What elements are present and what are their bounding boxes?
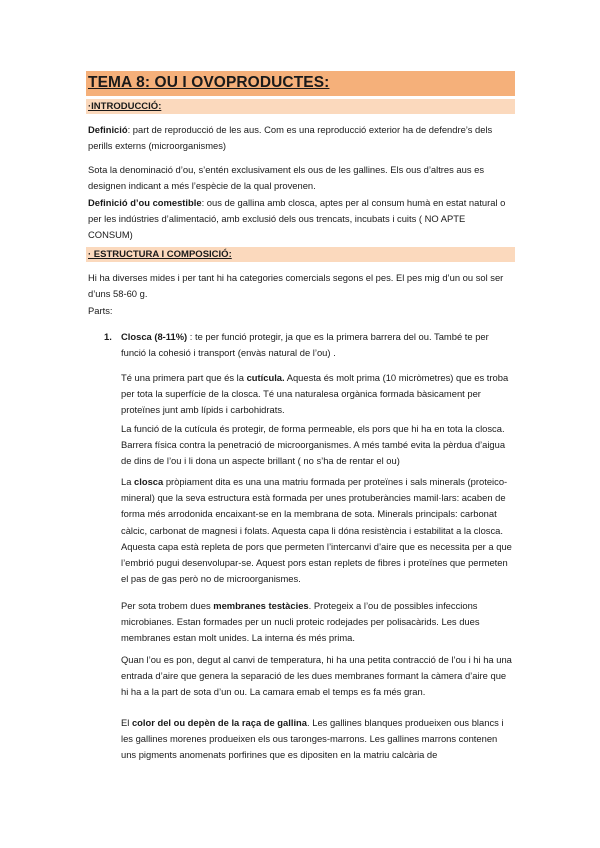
closca-intro-text: : te per funció protegir, ja que es la primera barrera del ou. També te per funció la cohesió i transport (envàs natural de l’ou) . bbox=[121, 331, 489, 359]
cuticula-text-a: Té una primera part que és la bbox=[121, 372, 247, 383]
closca-term: closca bbox=[134, 476, 164, 487]
edible-egg-term: Definició d’ou comestible bbox=[88, 197, 202, 208]
paragraph-closca bbox=[121, 474, 513, 587]
cuticula-text-b: Aquesta és molt prima (10 micròmetres) que es troba per tota la superfície de la closca. Té una naturalesa orgànica formada bàsicament per proteïnes junt amb lípids i carbohidrats. bbox=[121, 372, 509, 416]
paragraph-color bbox=[121, 715, 513, 764]
edible-egg-definition bbox=[88, 195, 512, 244]
color-text-b: . Les gallines blanques produeixen ous blancs i les gallines morenes produeixen els ous taronges-marrons. Les gallines marrons contenen uns pigments anomenats porfirines que es dipositen en la matriu calcària de bbox=[121, 717, 504, 761]
membranes-term: membranes testàcies bbox=[213, 600, 309, 611]
closca-heading: Closca (8-11%) bbox=[121, 331, 188, 342]
paragraph-camera-aire: Quan l’ou es pon, degut al canvi de temperatura, hi ha una petita contracció de l’ou i hi ha una entrada d’aire que genera la separació de les dues membranes formant la càmera d’aire que hi ha a la part de sota d’un ou. La camara emab el temps es fa més gran. bbox=[121, 654, 512, 698]
edible-egg-text: : ous de gallina amb closca, aptes per al consum humà en estat natural o per les indústries d’alimentació, amb exclusió dels ous trencats, incubats i cuits ( NO APTE CONSUM) bbox=[88, 197, 506, 241]
section-heading-intro: ·INTRODUCCIÓ: bbox=[88, 101, 162, 112]
definition-paragraph bbox=[88, 122, 512, 154]
paragraph-funcio-cuticula: La funció de la cutícula és protegir, de forma permeable, els pors que hi ha en tota la closca. Barrera física contra la penetració de microorganismes. A més també evita la pèrdua d’aigua de dins de l’ou i li dona un aspecte brillant ( no s’ha de rentar el ou) bbox=[121, 423, 506, 467]
closca-text-a: La bbox=[121, 476, 135, 487]
definition-term: Definició bbox=[88, 124, 128, 135]
closca-text-b: pròpiament dita es una una matriu formada per proteïnes i sals minerals (proteico-mineral) que la seva estructura està formada per unes protuberàncies mamil·lars: acaben de forma més arrodonida encaixant-se en la membrana de sota. Minerals principals: carbonat càlcic, carbonat de magnesi i folats. Aquesta capa li dóna resistència i estabilitat a la closca. Aquesta capa està repleta de pors que permeten l’intercanvi d’aire que es necessita per a que l’embrió pugui desenvolupar-se. Aquest pors estan replets de fibres i proteïnes que permeten el pas de gas però no de microorganismes. bbox=[121, 476, 512, 585]
paragraph-cuticula bbox=[121, 370, 513, 419]
list-item-closca bbox=[121, 329, 513, 361]
parts-label: Parts: bbox=[88, 305, 113, 316]
section-heading-structure: · ESTRUCTURA I COMPOSICIÓ: bbox=[88, 249, 232, 260]
definition-text: : part de reproducció de les aus. Com es una reproducció exterior ha de defendre’s dels perills externs (microorganismes) bbox=[88, 124, 493, 152]
page-title: TEMA 8: OU I OVOPRODUCTES: bbox=[88, 74, 330, 91]
paragraph-mides: Hi ha diverses mides i per tant hi ha categories comercials segons el pes. El pes mig d’un ou sol ser d’uns 58-60 g. bbox=[88, 272, 504, 300]
membranes-text-a: Per sota trobem dues bbox=[121, 600, 214, 611]
membranes-text-b: . Protegeix a l’ou de possibles infeccions microbianes. Estan formades per un nucli proteic rodejades per polisacàrids. Les dues membranes estan molt unides. La interna és més prima. bbox=[121, 600, 480, 644]
paragraph-denominacio: Sota la denominació d’ou, s’entén exclusivament els ous de les gallines. Els ous d’altres aus es designen indicant a més l’espècie de la qual provenen. bbox=[88, 164, 485, 192]
color-text-a: El bbox=[121, 717, 132, 728]
paragraph-membranes bbox=[121, 598, 513, 647]
list-number: 1. bbox=[104, 331, 112, 342]
color-term: color del ou depèn de la raça de gallina bbox=[131, 717, 308, 728]
cuticula-term: cutícula. bbox=[246, 372, 285, 383]
